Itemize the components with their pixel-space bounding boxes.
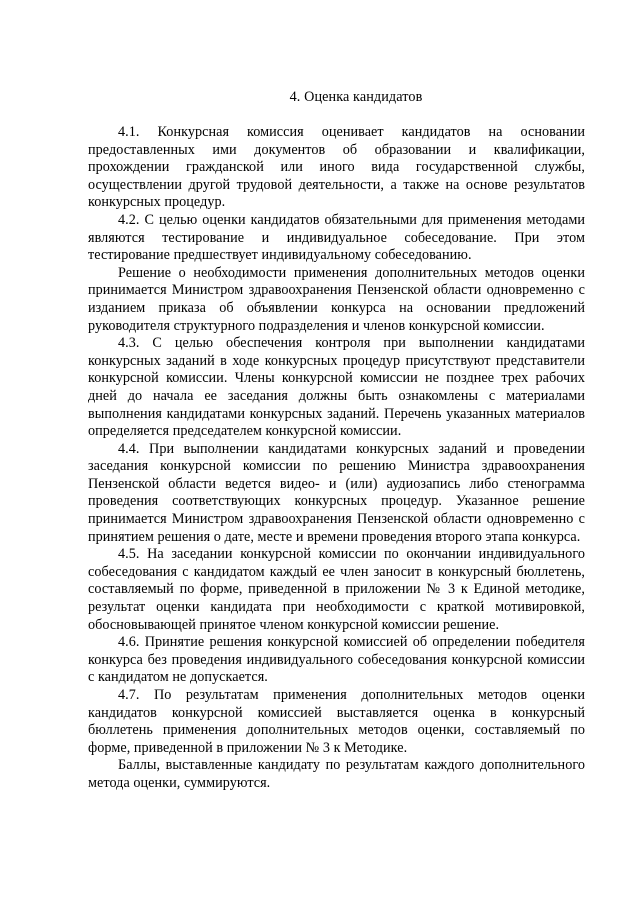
paragraph-4-2: 4.2. С целью оценки кандидатов обязательными для применения методами являются тестирование и индивидуальное собеседование. При этом тестирование предшествует индивидуальному собеседованию. xyxy=(88,211,585,264)
paragraph-4-7: 4.7. По результатам применения дополнительных методов оценки кандидатов конкурсной комиссией выставляется оценка в конкурсный бюллетень применения дополнительных методов оценки, составляемый по форме, приведенной в приложении № 3 к Методике. xyxy=(88,687,585,756)
section-body xyxy=(88,124,585,793)
paragraph-4-1: 4.1. Конкурсная комиссия оценивает кандидатов на основании предоставленных ими документов об образовании и квалификации, прохождении гражданской или иного вида государственной службы, осуществлении другой трудовой деятельности, а также на основе результатов конкурсных процедур. xyxy=(88,124,585,211)
paragraph-4-6: 4.6. Принятие решения конкурсной комиссией об определении победителя конкурса без проведения индивидуального собеседования конкурсной комиссии с кандидатом не допускается. xyxy=(88,634,585,686)
paragraph-decision: Решение о необходимости применения дополнительных методов оценки принимается Министром здравоохранения Пензенской области одновременно с изданием приказа об объявлении конкурса на основании предложений руководителя структурного подразделения и членов конкурсной комиссии. xyxy=(88,264,585,334)
paragraph-4-5: 4.5. На заседании конкурсной комиссии по окончании индивидуального собеседования с кандидатом каждый ее член заносит в конкурсный бюллетень, составляемый по форме, приведенной в приложении № 3 к Единой методике, результат оценки кандидата при необходимости с краткой мотивировкой, обосновывающей принятое членом конкурсной комиссии решение. xyxy=(88,546,585,633)
section-heading: 4. Оценка кандидатов xyxy=(289,89,423,105)
paragraph-4-4: 4.4. При выполнении кандидатами конкурсных заданий и проведении заседания конкурсной комиссии по решению Министра здравоохранения Пензенской области ведется видео- и (или) аудиозапись либо стенограмма проведения соответствующих конкурсных процедур. Указанное решение принимается Министром здравоохранения Пензенской области одновременно с принятием решения о дате, месте и времени проведения второго этапа конкурса. xyxy=(88,440,585,545)
paragraph-4-3: 4.3. С целью обеспечения контроля при выполнении кандидатами конкурсных заданий в ходе конкурсных процедур присутствуют представители конкурсной комиссии. Члены конкурсной комиссии не позднее трех рабочих дней до начала ее заседания должны быть ознакомлены с материалами выполнения кандидатами конкурсных заданий. Перечень указанных материалов определяется председателем конкурсной комиссии. xyxy=(88,335,585,440)
paragraph-scores: Баллы, выставленные кандидату по результатам каждого дополнительного метода оценки, суммируются. xyxy=(88,757,585,791)
